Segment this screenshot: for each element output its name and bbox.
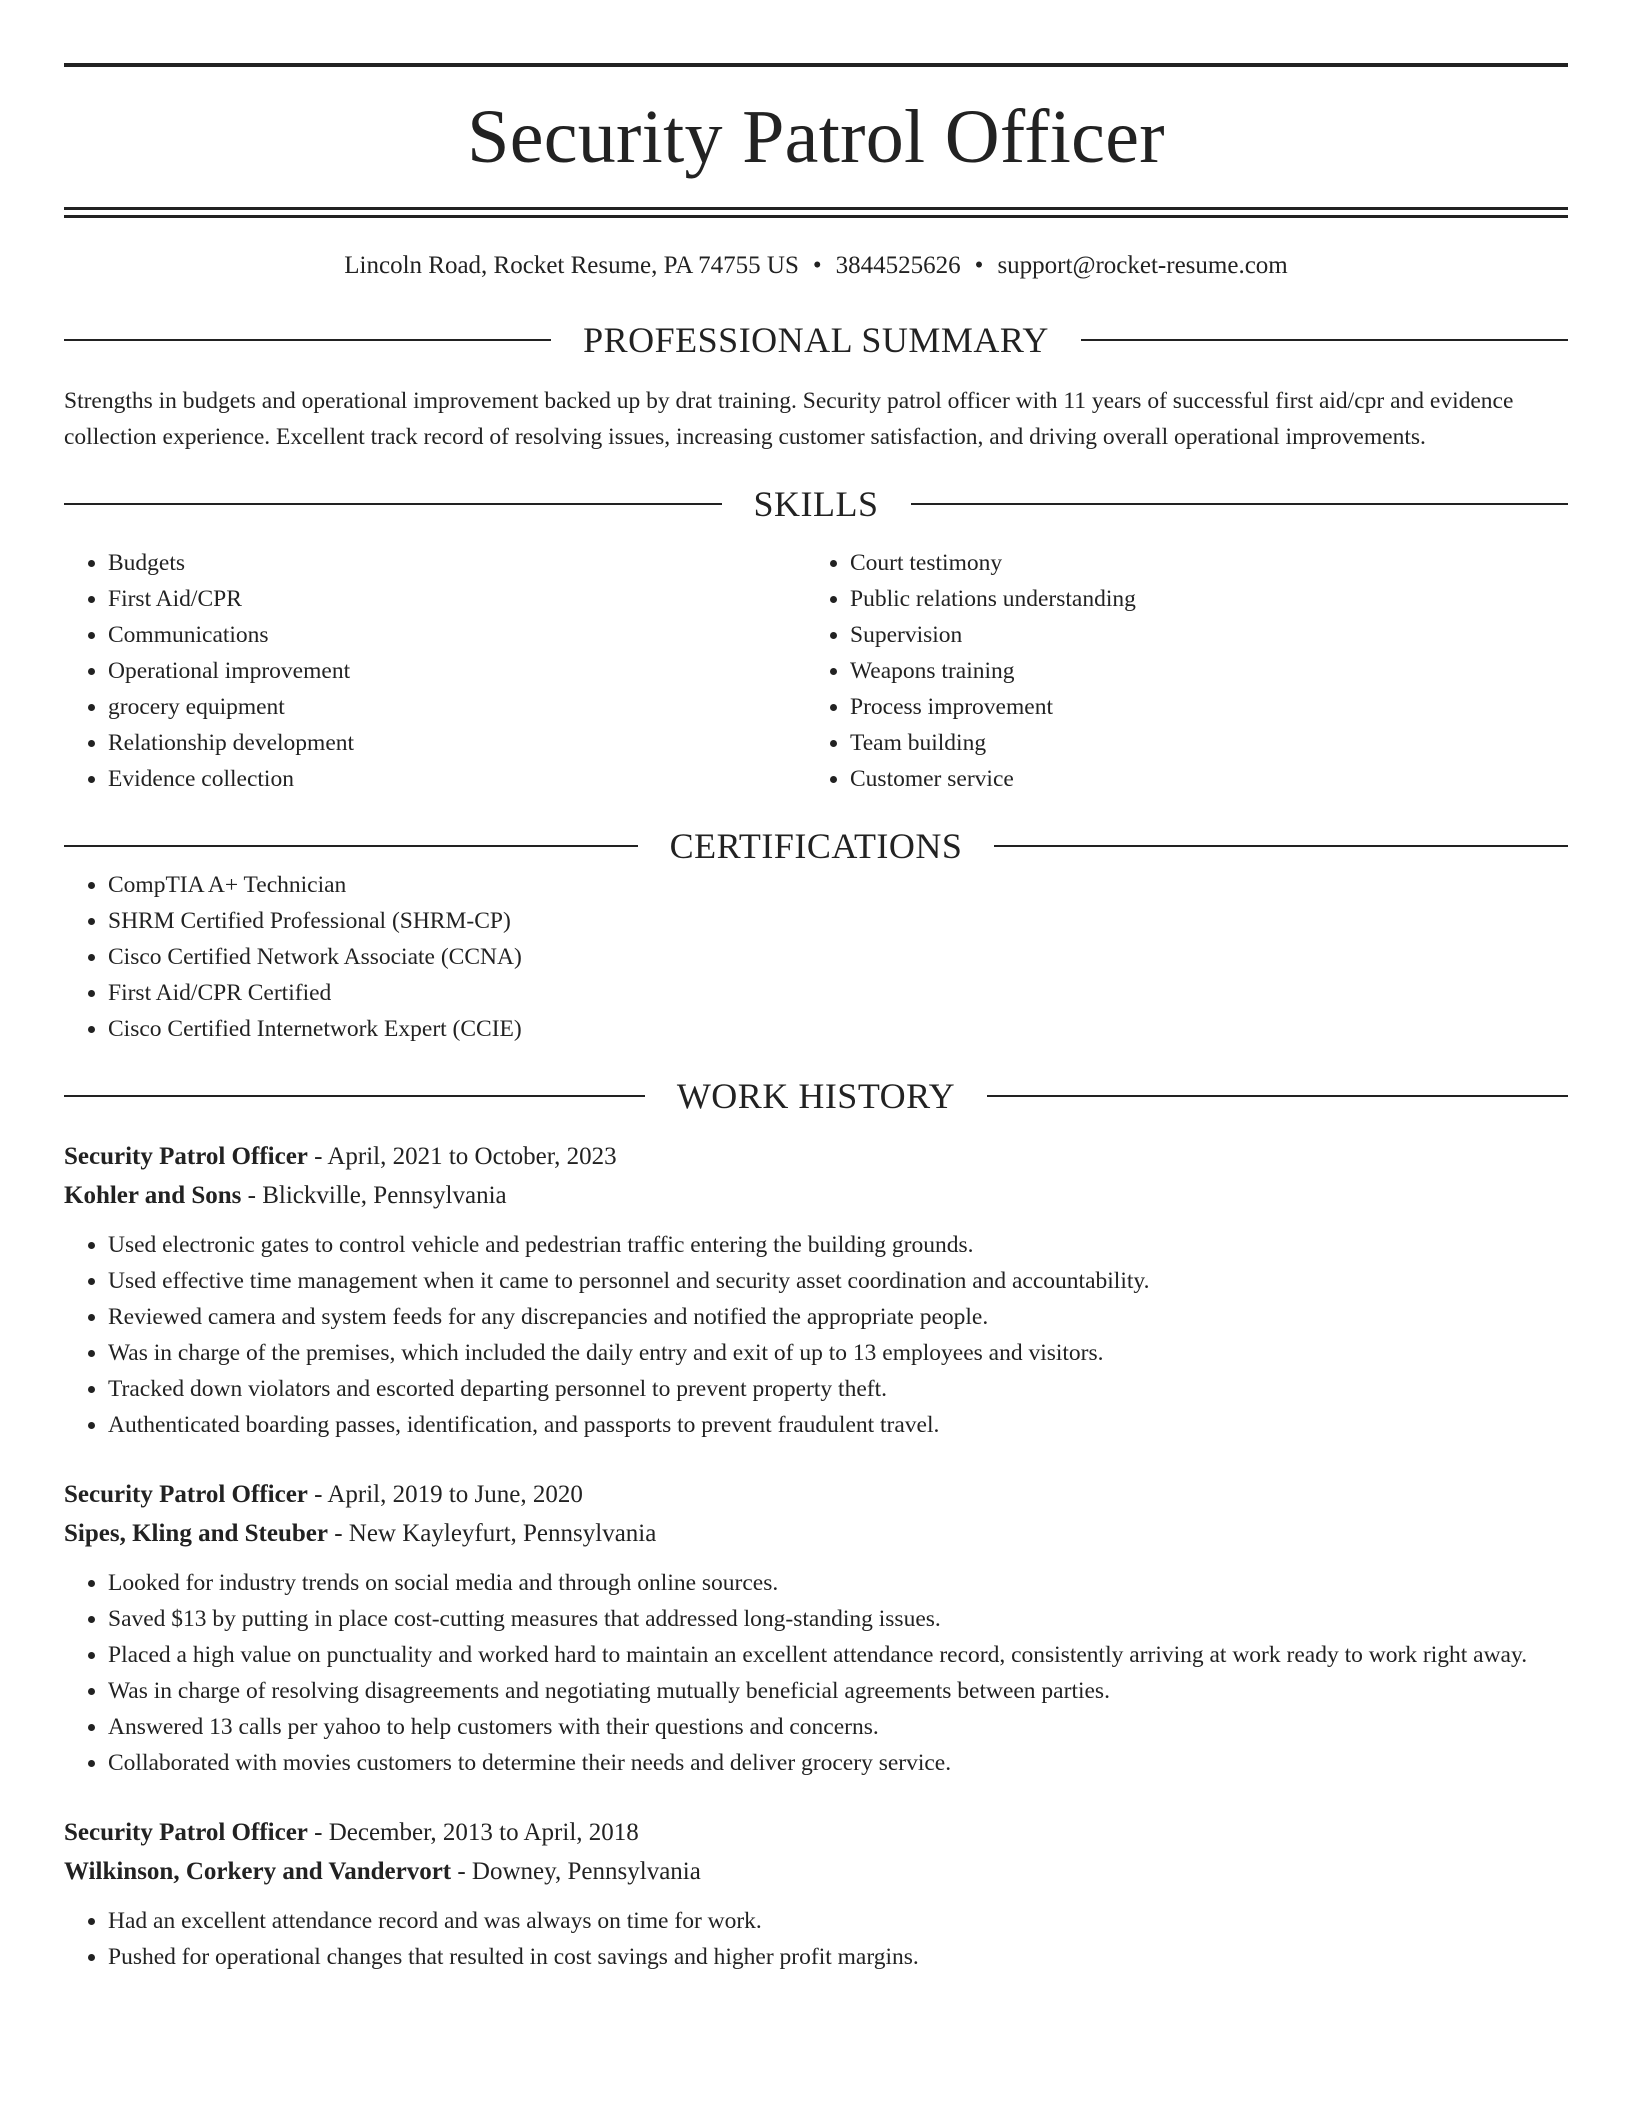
job-title: Security Patrol Officer — [64, 1481, 308, 1508]
job-location: - Downey, Pennsylvania — [451, 1858, 701, 1885]
contact-email: support@rocket-resume.com — [997, 252, 1288, 279]
job-dates: - April, 2021 to October, 2023 — [307, 1143, 617, 1170]
resume-title: Security Patrol Officer — [467, 95, 1165, 179]
job-company-line — [64, 1852, 1568, 1891]
certification-item: • CompTIA A+ Technician — [108, 867, 1568, 903]
heading-rule-left — [64, 503, 722, 505]
job-title: Security Patrol Officer — [64, 1143, 308, 1170]
job-company: Wilkinson, Corkery and Vandervort — [64, 1858, 452, 1885]
skills-grid — [64, 545, 1568, 797]
job-bullet: • Used effective time management when it came to personnel and security asset coordination and accountability. — [108, 1263, 1568, 1299]
skill-item: • Weapons training — [850, 653, 1548, 689]
job-title: Security Patrol Officer — [64, 1819, 308, 1846]
skills-column-right — [806, 545, 1548, 797]
summary-text: Strengths in budgets and operational improvement backed up by drat training. Security patrol officer with 11 years of successful first aid/cpr and evidence collection experience. Excellent track record of resolving issues, increasing customer satisfaction, and driving overall operational improvements. — [64, 388, 1514, 450]
heading-rule-right — [987, 1095, 1568, 1097]
skill-item: • Customer service — [850, 761, 1548, 797]
heading-rule-right — [1081, 339, 1568, 341]
job-bullet: • Collaborated with movies customers to determine their needs and deliver grocery service. — [108, 1745, 1568, 1781]
job-bullet: • Placed a high value on punctuality and worked hard to maintain an excellent attendance record, consistently arriving at work ready to work right away. — [108, 1637, 1568, 1673]
section-title: PROFESSIONAL SUMMARY — [583, 320, 1049, 360]
contact-separator: • — [812, 252, 822, 279]
job-location: - New Kayleyfurt, Pennsylvania — [327, 1520, 657, 1547]
skill-item: • First Aid/CPR — [108, 581, 806, 617]
certification-item: • Cisco Certified Internetwork Expert (CCIE) — [108, 1011, 1568, 1047]
job-bullet: • Used electronic gates to control vehicle and pedestrian traffic entering the building grounds. — [108, 1227, 1568, 1263]
job-company: Sipes, Kling and Steuber — [64, 1520, 328, 1547]
skill-item: • grocery equipment — [108, 689, 806, 725]
heading-rule-right — [994, 845, 1568, 847]
header-top-rule — [64, 63, 1568, 67]
job-bullet: • Had an excellent attendance record and was always on time for work. — [108, 1903, 1568, 1939]
section-title: SKILLS — [753, 484, 879, 524]
job-bullets — [64, 1565, 1568, 1781]
contact-phone: 3844525626 — [835, 252, 961, 279]
job-entry — [64, 1137, 1568, 1443]
heading-rule-left — [64, 845, 638, 847]
certification-item: • Cisco Certified Network Associate (CCNA) — [108, 939, 1568, 975]
contact-line — [64, 251, 1568, 281]
job-bullet: • Tracked down violators and escorted departing personnel to prevent property theft. — [108, 1371, 1568, 1407]
skill-item: • Communications — [108, 617, 806, 653]
certifications-section-heading — [64, 825, 1568, 867]
skill-item: • Budgets — [108, 545, 806, 581]
job-bullet: • Looked for industry trends on social media and through online sources. — [108, 1565, 1568, 1601]
job-bullet: • Answered 13 calls per yahoo to help customers with their questions and concerns. — [108, 1709, 1568, 1745]
job-title-line — [64, 1475, 1568, 1514]
skill-item: • Evidence collection — [108, 761, 806, 797]
skill-item: • Process improvement — [850, 689, 1548, 725]
job-bullet: • Saved $13 by putting in place cost-cutting measures that addressed long-standing issues. — [108, 1601, 1568, 1637]
job-bullets — [64, 1227, 1568, 1443]
skill-item: • Supervision — [850, 617, 1548, 653]
job-bullets — [64, 1903, 1568, 1975]
skills-section-heading — [64, 483, 1568, 525]
summary-section-heading — [64, 319, 1568, 361]
section-title: CERTIFICATIONS — [669, 826, 963, 866]
certification-item: • First Aid/CPR Certified — [108, 975, 1568, 1011]
job-title-line — [64, 1137, 1568, 1176]
heading-rule-left — [64, 1095, 645, 1097]
skill-item: • Team building — [850, 725, 1548, 761]
contact-separator: • — [974, 252, 984, 279]
certification-item: • SHRM Certified Professional (SHRM-CP) — [108, 903, 1568, 939]
job-dates: - December, 2013 to April, 2018 — [307, 1819, 639, 1846]
header-double-rule — [64, 207, 1568, 218]
work-history-section-heading — [64, 1075, 1568, 1117]
heading-rule-left — [64, 339, 551, 341]
section-title: WORK HISTORY — [676, 1076, 956, 1116]
certifications-list — [64, 867, 1568, 1047]
job-bullet: • Reviewed camera and system feeds for any discrepancies and notified the appropriate people. — [108, 1299, 1568, 1335]
job-bullet: • Was in charge of resolving disagreements and negotiating mutually beneficial agreements between parties. — [108, 1673, 1568, 1709]
skills-column-left — [64, 545, 806, 797]
contact-address: Lincoln Road, Rocket Resume, PA 74755 US — [344, 252, 799, 279]
job-company-line — [64, 1514, 1568, 1553]
job-bullet: • Authenticated boarding passes, identification, and passports to prevent fraudulent travel. — [108, 1407, 1568, 1443]
job-location: - Blickville, Pennsylvania — [241, 1182, 507, 1209]
skill-item: • Relationship development — [108, 725, 806, 761]
skill-item: • Operational improvement — [108, 653, 806, 689]
job-entry — [64, 1475, 1568, 1781]
job-entry — [64, 1813, 1568, 1975]
job-bullet: • Was in charge of the premises, which included the daily entry and exit of up to 13 employees and visitors. — [108, 1335, 1568, 1371]
skill-item: • Public relations understanding — [850, 581, 1548, 617]
heading-rule-right — [911, 503, 1569, 505]
job-bullet: • Pushed for operational changes that resulted in cost savings and higher profit margins. — [108, 1939, 1568, 1975]
skill-item: • Court testimony — [850, 545, 1548, 581]
job-company: Kohler and Sons — [64, 1182, 242, 1209]
job-title-line — [64, 1813, 1568, 1852]
job-dates: - April, 2019 to June, 2020 — [307, 1481, 583, 1508]
job-company-line — [64, 1176, 1568, 1215]
